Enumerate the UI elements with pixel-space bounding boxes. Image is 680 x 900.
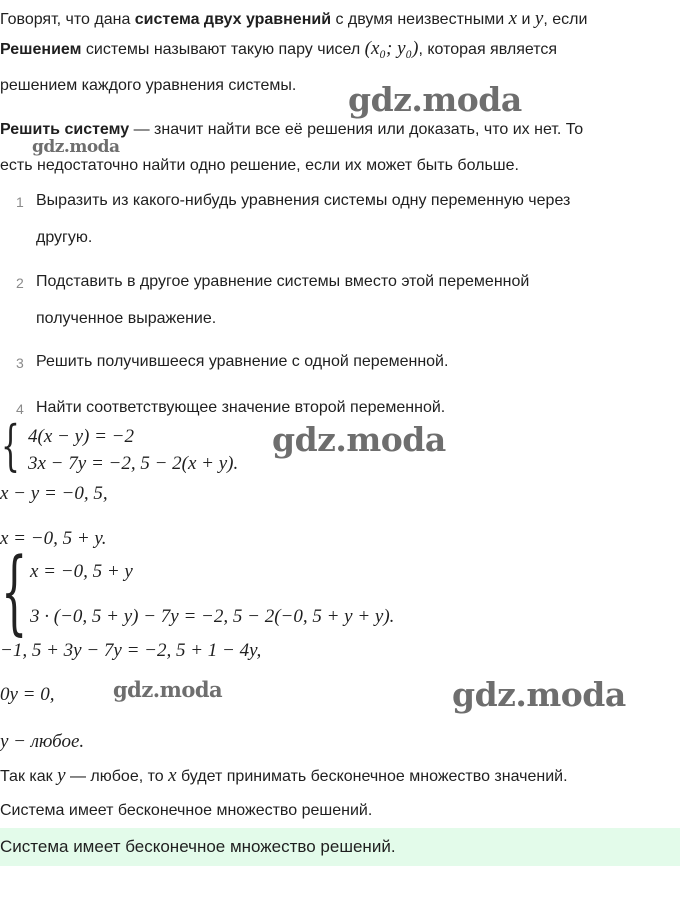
step-text: Подставить в другое уравнение системы вместо этой переменной (36, 273, 530, 290)
system2-equation-2: 3 · (−0, 5 + y) − 7y = −2, 5 − 2(−0, 5 + y + y). (30, 606, 395, 627)
var-y: y (57, 765, 66, 786)
math-line: y − любое. (0, 731, 85, 752)
step-number: 1 (16, 194, 24, 210)
intro-line-5: есть недостаточно найти одно решение, если их может быть больше. (0, 157, 519, 174)
system1-equation-2: 3x − 7y = −2, 5 − 2(x + y). (28, 453, 239, 474)
conclusion-line-1 (0, 766, 568, 787)
step-number: 4 (16, 401, 24, 417)
var-x: x (508, 8, 518, 29)
watermark-logo: gdz.moda (348, 80, 522, 119)
intro-line-3: решением каждого уравнения системы. (0, 77, 297, 94)
intro-text: , которая является (418, 41, 558, 58)
var-x: x (168, 765, 177, 786)
math-line: x = −0, 5 + y. (0, 528, 107, 549)
system-brace: { (1, 414, 20, 477)
answer-box (0, 828, 680, 866)
answer-text: Система имеет бесконечное множество решений. (0, 837, 396, 856)
term-solution: Решением (0, 41, 82, 58)
system1-equation-1: 4(x − y) = −2 (28, 426, 134, 447)
math-line: −1, 5 + 3y − 7y = −2, 5 + 1 − 4y, (0, 640, 262, 661)
term-solve-system: Решить систему (0, 121, 130, 138)
system2-equation-1: x = −0, 5 + y (30, 561, 133, 582)
watermark-logo: gdz.moda (113, 677, 223, 702)
intro-text: с двумя неизвестными (331, 11, 509, 28)
var-y: y (534, 8, 544, 29)
conclusion-text: — любое, то (65, 768, 169, 785)
step-text: Найти соответствующее значение второй переменной. (36, 399, 446, 416)
step-text: полученное выражение. (36, 310, 217, 327)
conclusion-line-2: Система имеет бесконечное множество решений. (0, 802, 373, 819)
watermark-logo: gdz.moda (272, 420, 446, 459)
conclusion-text: будет принимать бесконечное множество значений. (176, 768, 568, 785)
conclusion-text: Так как (0, 768, 58, 785)
step-text: другую. (36, 229, 93, 246)
math-line: x − y = −0, 5, (0, 483, 108, 504)
intro-text: системы называют такую пару чисел (81, 41, 365, 58)
intro-line-2 (0, 39, 557, 60)
system-brace: { (1, 538, 28, 645)
step-number: 2 (16, 275, 24, 291)
intro-text: и (517, 11, 535, 28)
step-text: Решить получившееся уравнение с одной переменной. (36, 353, 449, 370)
step-text: Выразить из какого-нибудь уравнения системы одну переменную через (36, 192, 571, 209)
pair-x0-y0: (x₀; y₀) (364, 38, 419, 59)
intro-text: , если (543, 11, 588, 28)
intro-text: Говорят, что дана (0, 11, 135, 28)
watermark-logo: gdz.moda (452, 675, 626, 714)
step-number: 3 (16, 355, 24, 371)
term-system: система двух уравнений (134, 11, 332, 28)
watermark-logo: gdz.moda (32, 137, 120, 157)
intro-text: — значит найти все её решения или доказать, что их нет. То (129, 121, 584, 138)
intro-line-1 (0, 9, 587, 30)
math-line: 0y = 0, (0, 684, 55, 705)
